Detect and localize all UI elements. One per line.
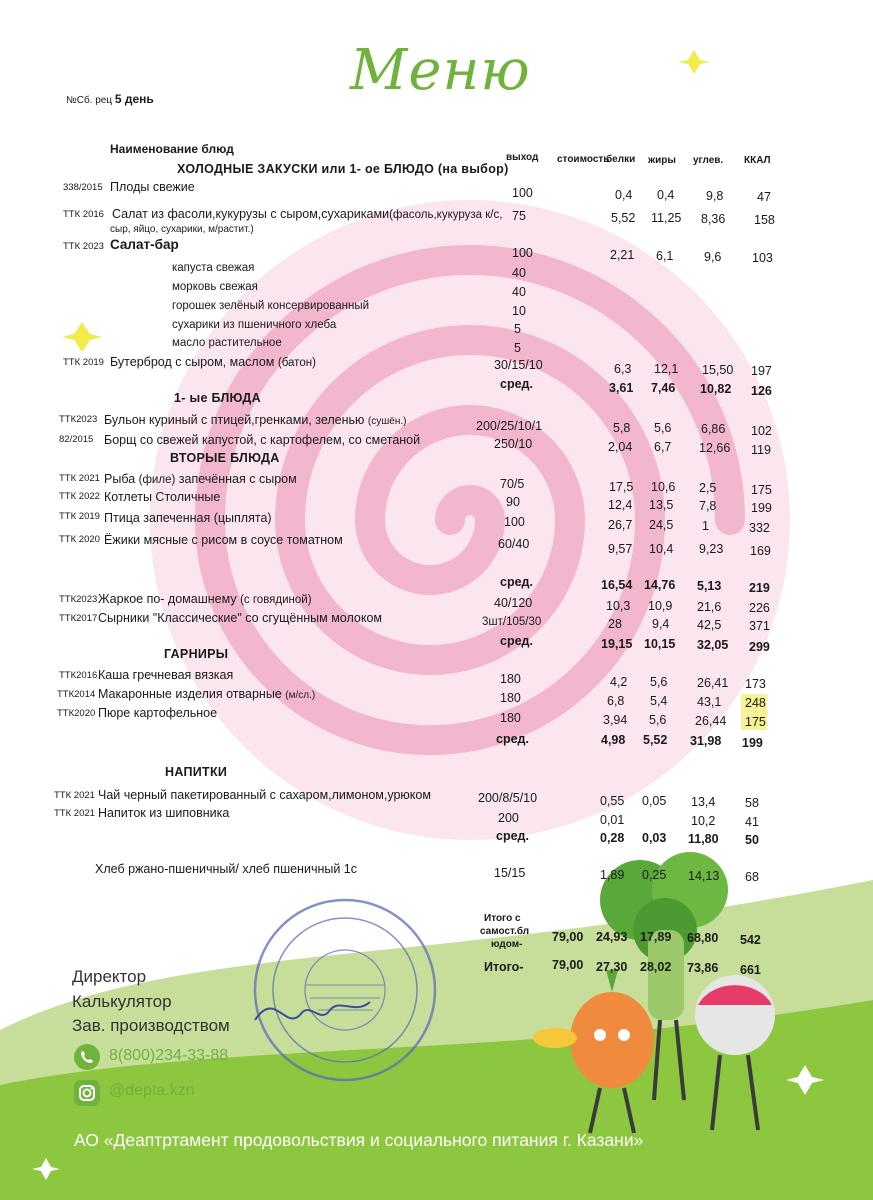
dish-kcal: 175 xyxy=(745,715,766,729)
dish-fat: 9,4 xyxy=(652,617,670,631)
row-code: ТТК 2022 xyxy=(59,491,100,502)
dish-yield: 75 xyxy=(512,209,526,223)
dish-yield: 180 xyxy=(500,672,521,686)
avg-carbs: 5,13 xyxy=(697,579,722,593)
dish-name xyxy=(104,413,406,429)
dish-yield: 90 xyxy=(506,495,520,509)
row-code: ТТК 2023 xyxy=(63,241,104,252)
dish-note: (сушён.) xyxy=(367,416,407,427)
avg-fat: 5,52 xyxy=(643,733,668,747)
total-cost: 79,00 xyxy=(552,930,584,944)
dish-protein: 9,57 xyxy=(608,542,633,556)
grand-total-label: Итого- xyxy=(484,960,524,974)
total-carbs: 68,80 xyxy=(687,931,719,945)
avg-protein: 16,54 xyxy=(601,578,633,592)
dish-carbs: 1 xyxy=(702,519,709,533)
dish-fat: 11,25 xyxy=(651,211,682,225)
dish-yield: 70/5 xyxy=(500,477,525,491)
dish-kcal: 197 xyxy=(751,364,772,378)
total-label-line2: самост.бл xyxy=(480,926,530,937)
dish-fat: 5,6 xyxy=(650,675,668,689)
grand-total-kcal: 661 xyxy=(740,963,761,977)
dish-kcal: 119 xyxy=(751,443,771,457)
dish-carbs: 26,44 xyxy=(695,714,727,728)
row-code: ТТК2020 xyxy=(57,708,96,719)
row-code: ТТК2016 xyxy=(59,670,98,681)
dish-carbs: 43,1 xyxy=(697,695,722,709)
dish-kcal: 58 xyxy=(745,796,759,810)
dish-fat: 0,4 xyxy=(657,188,675,202)
phone-icon xyxy=(74,1044,100,1070)
row-code: ТТК 2020 xyxy=(59,534,100,545)
dish-fat: 0,25 xyxy=(642,868,667,882)
avg-protein: 3,61 xyxy=(609,381,634,395)
row-code: ТТК2023 xyxy=(59,414,98,425)
dish-yield: 180 xyxy=(500,691,521,705)
signature-calculator: Калькулятор xyxy=(72,992,172,1011)
dish-kcal: 248 xyxy=(745,696,766,710)
row-code: 82/2015 xyxy=(59,434,94,445)
dish-protein: 5,52 xyxy=(611,211,636,225)
component-name: масло растительное xyxy=(172,337,282,349)
dish-name: Сырники "Классические" со сгущённым молоком xyxy=(98,611,383,625)
dish-fat: 5,6 xyxy=(649,713,667,727)
dish-name: Салат-бар xyxy=(110,237,179,252)
component-name: горошек зелёный консервированный xyxy=(172,300,370,312)
avg-protein: 19,15 xyxy=(601,637,633,651)
dish-yield: 40/120 xyxy=(494,596,533,610)
dish-name: Чай черный пакетированный с сахаром,лимоном,урюком xyxy=(98,788,431,802)
dish-name: Борщ со свежей капустой, с картофелем, со сметаной xyxy=(104,433,421,447)
section-cold: ХОЛОДНЫЕ ЗАКУСКИ или 1- ое БЛЮДО (на выбор) xyxy=(177,162,509,176)
row-code: ТТК 2019 xyxy=(59,511,100,522)
dish-kcal: 332 xyxy=(749,521,770,535)
dish-kcal: 68 xyxy=(745,870,759,884)
dish-protein: 0,4 xyxy=(615,188,633,202)
dish-kcal: 102 xyxy=(751,424,772,438)
avg-carbs: 31,98 xyxy=(690,734,722,748)
dish-fat: 24,5 xyxy=(649,518,674,532)
dish-name-main: Бульон куриный с птицей,гренками, зеленью xyxy=(104,413,365,427)
dish-carbs: 14,13 xyxy=(688,869,720,883)
col-fat-header: жиры xyxy=(648,155,676,166)
dish-carbs: 21,6 xyxy=(697,600,722,614)
dish-yield: 100 xyxy=(512,246,533,260)
avg-label: сред. xyxy=(500,634,533,648)
grand-total-cost: 79,00 xyxy=(552,958,584,972)
dish-name-main: Рыба xyxy=(104,472,136,486)
dish-carbs: 13,4 xyxy=(691,795,716,809)
dish-protein: 5,8 xyxy=(613,421,631,435)
dish-yield: 3шт/105/30 xyxy=(482,616,542,628)
dish-protein: 1,89 xyxy=(600,868,625,882)
dish-kcal: 226 xyxy=(749,601,770,615)
dish-kcal: 47 xyxy=(757,190,771,204)
avg-fat: 7,46 xyxy=(651,381,676,395)
dish-name xyxy=(110,355,316,370)
dish-fat: 0,05 xyxy=(642,794,667,808)
avg-label: сред. xyxy=(496,829,529,843)
dish-protein: 28 xyxy=(608,617,622,631)
component-yield: 5 xyxy=(514,322,521,336)
dish-name: Пюре картофельное xyxy=(98,706,218,720)
total-fat: 17,89 xyxy=(640,930,672,944)
dish-fat: 10,4 xyxy=(649,542,674,556)
dish-protein: 26,7 xyxy=(608,518,633,532)
avg-label: сред. xyxy=(496,732,529,746)
dish-carbs: 9,23 xyxy=(699,542,724,556)
dish-yield: 15/15 xyxy=(494,866,526,880)
dish-name: Ёжики мясные с рисом в соусе томатном xyxy=(104,533,343,547)
day-label: 5 день xyxy=(114,92,154,106)
dish-carbs: 6,86 xyxy=(701,422,726,436)
row-code: ТТК2017 xyxy=(59,613,98,624)
dish-yield: 200 xyxy=(498,811,519,825)
dish-kcal: 158 xyxy=(754,213,775,227)
col-cost-header: стоимость xyxy=(557,154,609,165)
total-label-line3: юдом- xyxy=(491,939,523,950)
component-yield: 40 xyxy=(512,285,526,299)
avg-fat: 10,15 xyxy=(644,637,676,651)
signature-director: Директор xyxy=(72,967,147,986)
row-code: ТТК2014 xyxy=(57,689,96,700)
dish-yield: 100 xyxy=(504,515,525,529)
dish-name-main: Макаронные изделия отварные xyxy=(98,687,282,701)
avg-carbs: 32,05 xyxy=(697,638,729,652)
grand-total-protein: 27,30 xyxy=(596,960,628,974)
dish-kcal: 199 xyxy=(751,501,772,515)
dish-carbs: 12,66 xyxy=(699,441,731,455)
dish-note: (фасоль,кукуруза к/с, xyxy=(389,209,503,221)
dish-fat: 10,6 xyxy=(651,480,676,494)
dish-protein: 0,01 xyxy=(600,813,625,827)
section-drinks: НАПИТКИ xyxy=(165,765,228,779)
avg-carbs: 11,80 xyxy=(688,832,719,846)
dish-carbs: 10,2 xyxy=(691,814,716,828)
avg-label: сред. xyxy=(500,575,533,589)
avg-carbs: 10,82 xyxy=(700,382,732,396)
dish-name xyxy=(98,592,312,607)
avg-label: сред. xyxy=(500,377,533,391)
row-code: 338/2015 xyxy=(63,182,103,193)
total-label-line1: Итого с xyxy=(484,913,521,924)
dish-yield: 30/15/10 xyxy=(494,358,543,372)
dish-name xyxy=(98,687,315,703)
dish-protein: 10,3 xyxy=(606,599,631,613)
avg-kcal: 126 xyxy=(751,384,772,398)
row-code: ТТК 2021 xyxy=(59,473,100,484)
dish-protein: 17,5 xyxy=(609,480,634,494)
dish-protein: 0,55 xyxy=(600,794,625,808)
dish-protein: 6,3 xyxy=(614,362,632,376)
dish-protein: 2,04 xyxy=(608,440,633,454)
col-yield-header: выход xyxy=(506,152,539,163)
component-name: капуста свежая xyxy=(172,262,255,274)
instagram-icon xyxy=(74,1080,100,1106)
col-name-header: Наименование блюд xyxy=(110,142,234,156)
component-yield: 10 xyxy=(512,304,526,318)
section-second: ВТОРЫЕ БЛЮДА xyxy=(170,451,280,465)
dish-yield: 180 xyxy=(500,711,521,725)
avg-kcal: 219 xyxy=(749,581,770,595)
footer-organization: АО «Деаптртамент продовольствия и социального питания г. Казани» xyxy=(74,1130,644,1150)
dish-note: (филе) xyxy=(138,474,176,486)
dish-protein: 12,4 xyxy=(608,498,633,512)
dish-name: Птица запеченная (цыплята) xyxy=(104,511,272,525)
dish-carbs: 9,6 xyxy=(704,250,722,264)
instagram-handle[interactable]: @depta.kzn xyxy=(109,1082,195,1099)
dish-fat: 5,6 xyxy=(654,421,672,435)
dish-note: (м/сл.) xyxy=(285,690,316,701)
dish-name-main: Жаркое по- домашнему xyxy=(98,592,237,606)
dish-note: (с говядиной) xyxy=(240,594,312,606)
row-code: ТТК2023 xyxy=(59,594,98,605)
dish-name: Каша гречневая вязкая xyxy=(98,668,234,682)
dish-yield: 200/8/5/10 xyxy=(478,791,538,805)
dish-name-main: Салат из фасоли,кукурузы с сыром,сухариками xyxy=(112,207,390,221)
avg-fat: 0,03 xyxy=(642,831,667,845)
grand-total-carbs: 73,86 xyxy=(687,961,719,975)
dish-protein: 4,2 xyxy=(610,675,628,689)
dish-yield: 200/25/10/1 xyxy=(476,419,543,433)
col-carbs-header: углев. xyxy=(693,155,724,166)
component-name: сухарики из пшеничного хлеба xyxy=(172,319,337,331)
avg-protein: 4,98 xyxy=(601,733,626,747)
dish-name: Котлеты Столичные xyxy=(104,490,221,504)
dish-protein: 3,94 xyxy=(603,713,628,727)
dish-yield: 100 xyxy=(512,186,533,200)
dish-carbs: 9,8 xyxy=(706,189,724,203)
row-code: ТТК 2021 xyxy=(54,808,95,819)
dish-name-main: Бутерброд с сыром, маслом xyxy=(110,355,275,369)
dish-carbs: 15,50 xyxy=(702,363,734,377)
dish-carbs: 26,41 xyxy=(697,676,729,690)
dish-carbs: 42,5 xyxy=(697,618,722,632)
dish-name: Напиток из шиповника xyxy=(98,806,230,820)
dish-carbs: 8,36 xyxy=(701,212,726,226)
component-yield: 5 xyxy=(514,341,521,355)
dish-protein: 2,21 xyxy=(610,248,635,262)
avg-kcal: 199 xyxy=(742,736,763,750)
dish-fat: 10,9 xyxy=(648,599,673,613)
phone-number[interactable]: 8(800)234-33-88 xyxy=(109,1047,229,1064)
dish-fat: 12,1 xyxy=(654,362,679,376)
dish-note: (батон) xyxy=(277,357,316,369)
row-code: ТТК 2021 xyxy=(54,790,95,801)
total-kcal: 542 xyxy=(740,933,761,947)
doc-reference xyxy=(66,92,154,106)
section-garnish: ГАРНИРЫ xyxy=(164,647,229,661)
grand-total-fat: 28,02 xyxy=(640,960,672,974)
dish-name: Хлеб ржано-пшеничный/ хлеб пшеничный 1с xyxy=(95,862,357,876)
dish-name: Плоды свежие xyxy=(110,180,195,194)
total-protein: 24,93 xyxy=(596,930,628,944)
dish-kcal: 169 xyxy=(750,544,771,558)
avg-protein: 0,28 xyxy=(600,831,625,845)
recipe-collection-prefix: №Сб. рец xyxy=(66,95,113,106)
dish-kcal: 103 xyxy=(752,251,773,265)
avg-fat: 14,76 xyxy=(644,578,676,592)
component-yield: 40 xyxy=(512,266,526,280)
section-first: 1- ые БЛЮДА xyxy=(174,391,261,405)
dish-kcal: 175 xyxy=(751,483,772,497)
dish-name xyxy=(112,207,502,222)
dish-yield: 250/10 xyxy=(494,437,533,451)
avg-kcal: 50 xyxy=(745,833,759,847)
dish-kcal: 173 xyxy=(745,677,766,691)
dish-fat: 6,1 xyxy=(656,249,674,263)
dish-protein: 6,8 xyxy=(607,694,625,708)
avg-kcal: 299 xyxy=(749,640,770,654)
dish-carbs: 2,5 xyxy=(699,481,717,495)
dish-kcal: 371 xyxy=(749,619,770,633)
page-title: Меню xyxy=(350,38,531,103)
dish-fat: 6,7 xyxy=(654,440,672,454)
dish-name-tail: запечённая с сыром xyxy=(178,472,297,486)
col-kcal-header: ККАЛ xyxy=(744,155,771,166)
col-protein-header: белки xyxy=(606,154,636,165)
dish-yield: 60/40 xyxy=(498,537,530,551)
dish-carbs: 7,8 xyxy=(699,499,717,513)
dish-kcal: 41 xyxy=(745,815,759,829)
dish-fat: 5,4 xyxy=(650,694,668,708)
dish-note-line2: сыр, яйцо, сухарики, м/растит.) xyxy=(110,224,254,235)
row-code: ТТК 2019 xyxy=(63,357,104,368)
row-code: ТТК 2016 xyxy=(63,209,104,220)
dish-name xyxy=(104,472,297,487)
dish-fat: 13,5 xyxy=(649,498,674,512)
component-name: морковь свежая xyxy=(172,281,258,293)
signature-manager: Зав. производством xyxy=(72,1016,230,1035)
